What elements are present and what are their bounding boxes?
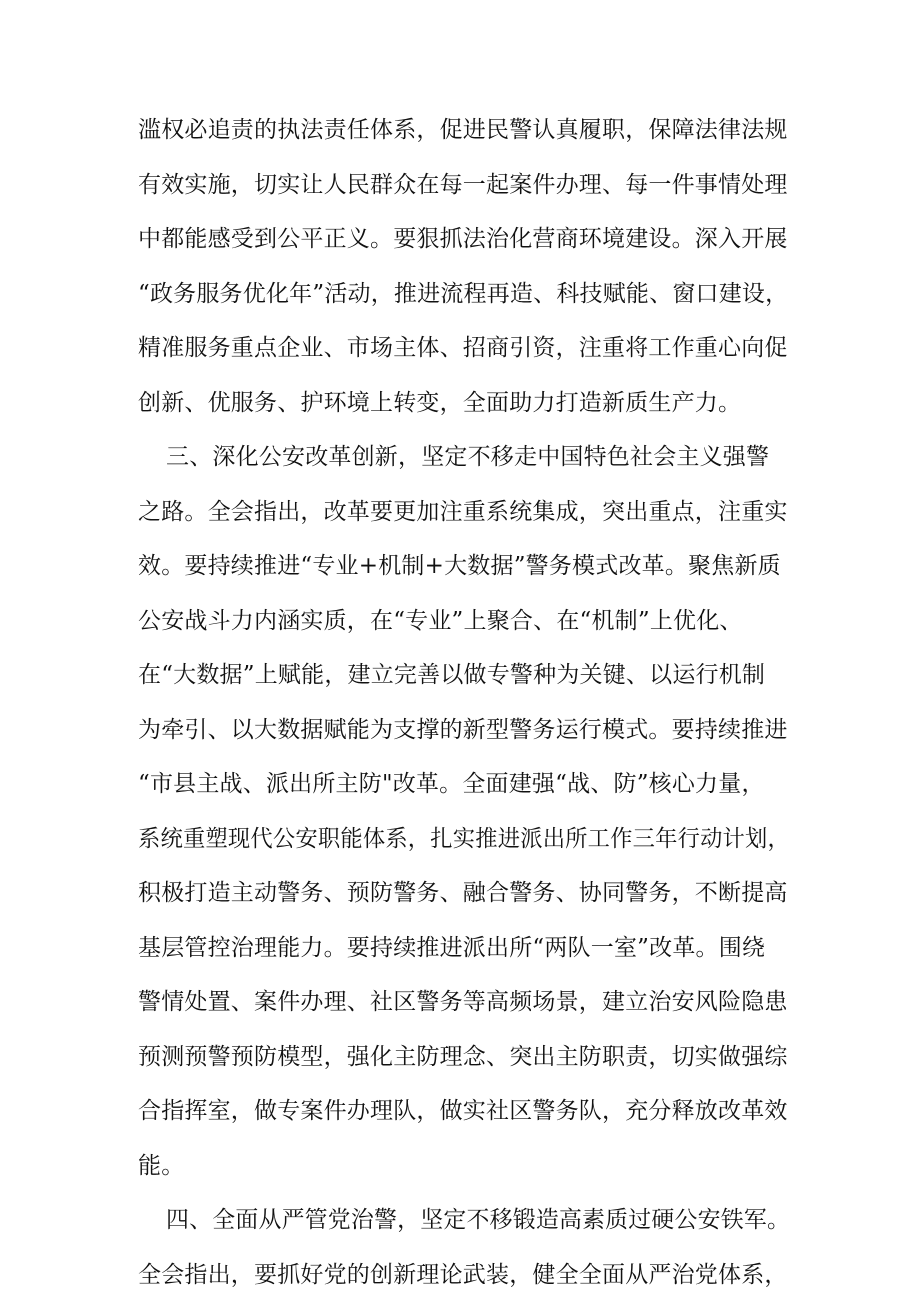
text-line: 积极打造主动警务、预防警务、融合警务、协同警务，不断提高 <box>138 866 798 921</box>
text-line: 合指挥室，做专案件办理队，做实社区警务队，充分释放改革效 <box>138 1084 798 1139</box>
text-line: 为牵引、以大数据赋能为支撑的新型警务运行模式。要持续推进 <box>138 703 798 758</box>
text-line: 精准服务重点企业、市场主体、招商引资，注重将工作重心向促 <box>138 321 798 376</box>
text-line: 效。要持续推进“专业+机制+大数据”警务模式改革。聚焦新质 <box>138 539 798 594</box>
text-line: 预测预警预防模型，强化主防理念、突出主防职责，切实做强综 <box>138 1030 798 1085</box>
text-line: 全会指出，要抓好党的创新理论武装，健全全面从严治党体系， <box>138 1248 798 1302</box>
text-line: 在“大数据”上赋能，建立完善以做专警种为关键、以运行机制 <box>138 648 798 703</box>
text-line: “政务服务优化年”活动，推进流程再造、科技赋能、窗口建设， <box>138 267 798 322</box>
text-line: 警情处置、案件办理、社区警务等高频场景，建立治安风险隐患 <box>138 975 798 1030</box>
text-line: 公安战斗力内涵实质，在“专业”上聚合、在“机制”上优化、 <box>138 594 798 649</box>
text-line: “市县主战、派出所主防"改革。全面建强“战、防”核心力量， <box>138 757 798 812</box>
text-line: 系统重塑现代公安职能体系，扎实推进派出所工作三年行动计划， <box>138 812 798 867</box>
text-line: 滥权必追责的执法责任体系，促进民警认真履职，保障法律法规 <box>138 103 798 158</box>
text-line: 之路。全会指出，改革要更加注重系统集成，突出重点，注重实 <box>138 485 798 540</box>
text-line: 能。 <box>138 1139 798 1194</box>
text-line: 创新、优服务、护环境上转变，全面助力打造新质生产力。 <box>138 376 798 431</box>
text-line: 有效实施，切实让人民群众在每一起案件办理、每一件事情处理 <box>138 158 798 213</box>
section-heading-line: 三、深化公安改革创新，坚定不移走中国特色社会主义强警 <box>138 430 798 485</box>
text-line: 中都能感受到公平正义。要狠抓法治化营商环境建设。深入开展 <box>138 212 798 267</box>
section-heading-line: 四、全面从严管党治警，坚定不移锻造高素质过硬公安铁军。 <box>138 1193 798 1248</box>
document-body <box>138 103 798 1302</box>
text-line: 基层管控治理能力。要持续推进派出所“两队一室”改革。围绕 <box>138 921 798 976</box>
